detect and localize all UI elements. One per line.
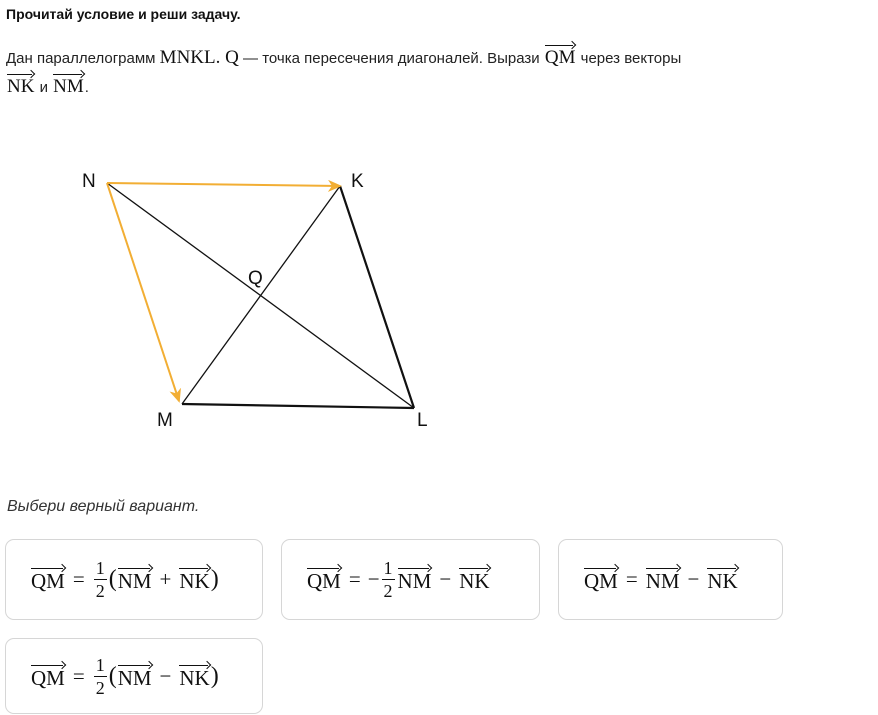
problem-text-4: через векторы [576, 50, 682, 67]
vertex-label-l: L [417, 410, 428, 431]
option-4-term-b: NK [179, 665, 210, 690]
target-vector: QM [545, 44, 576, 67]
option-3-term-a: NM [645, 569, 680, 593]
option-1-term-b: NK [179, 569, 210, 593]
answer-option-1[interactable] [5, 539, 263, 620]
side-ml [182, 404, 414, 408]
option-4-denominator: 2 [95, 677, 105, 698]
option-1-denominator: 2 [95, 581, 105, 601]
vector-arrow-nk [107, 183, 340, 186]
option-4-formula [30, 656, 219, 697]
answer-option-4[interactable] [5, 638, 263, 714]
problem-statement [6, 44, 766, 102]
option-4-fraction [94, 656, 107, 697]
option-2-operator: − [439, 567, 452, 591]
vertex-label-m: M [157, 410, 173, 431]
option-4-left-paren: ( [108, 662, 117, 689]
option-1-left-paren: ( [108, 566, 117, 592]
option-1-operator: + [159, 567, 172, 591]
option-1-numerator: 1 [95, 558, 105, 578]
option-4-operator: − [159, 663, 172, 688]
option-1-right-paren: ) [210, 566, 219, 592]
option-3-formula [583, 567, 739, 592]
option-3-lhs: QM [584, 569, 618, 593]
answer-option-3[interactable] [558, 539, 783, 620]
point-name: Q [225, 47, 239, 68]
vector-arrow-nm [107, 183, 179, 401]
vector-nk: NK [7, 73, 34, 96]
option-2-fraction [382, 559, 395, 600]
option-1-lhs: QM [31, 569, 65, 593]
option-1-fraction [94, 559, 107, 600]
option-2-lhs: QM [307, 569, 341, 593]
option-2-denominator: 2 [383, 581, 393, 601]
option-4-lhs: QM [31, 665, 65, 690]
option-3-equals: = [625, 567, 638, 591]
problem-text-3: — точка пересечения диагоналей. Вырази [238, 50, 544, 67]
option-2-term-b: NK [459, 569, 490, 593]
side-kl [340, 186, 414, 408]
vertex-label-k: K [351, 171, 364, 192]
option-2-formula [306, 559, 491, 600]
vector-nm: NM [53, 73, 84, 96]
answer-option-2[interactable] [281, 539, 540, 620]
option-2-equals: = [348, 567, 361, 591]
parallelogram-figure [60, 150, 460, 450]
point-label-q: Q [248, 268, 263, 289]
shape-name: MNKL [159, 47, 216, 68]
option-4-right-paren: ) [210, 662, 219, 689]
option-2-term-a: NM [397, 569, 432, 593]
problem-text-6: . [84, 79, 89, 96]
problem-text-5: и [35, 79, 53, 96]
problem-text-2: . [215, 47, 226, 68]
option-1-formula [30, 559, 219, 600]
option-3-term-b: NK [707, 569, 738, 593]
option-3-operator: − [687, 567, 700, 591]
option-4-equals: = [72, 663, 85, 688]
option-2-numerator: 1 [383, 558, 393, 578]
instruction-text: Прочитай условие и реши задачу. [6, 6, 241, 22]
option-2-sign: − [367, 567, 380, 591]
answer-prompt: Выбери верный вариант. [7, 498, 200, 515]
option-1-equals: = [72, 567, 85, 591]
option-4-numerator: 1 [95, 654, 105, 675]
option-4-term-a: NM [117, 665, 152, 690]
problem-text-1: Дан параллелограмм [6, 50, 160, 67]
diagonal-km [182, 186, 340, 404]
option-1-term-a: NM [117, 569, 152, 593]
vertex-label-n: N [82, 171, 96, 192]
